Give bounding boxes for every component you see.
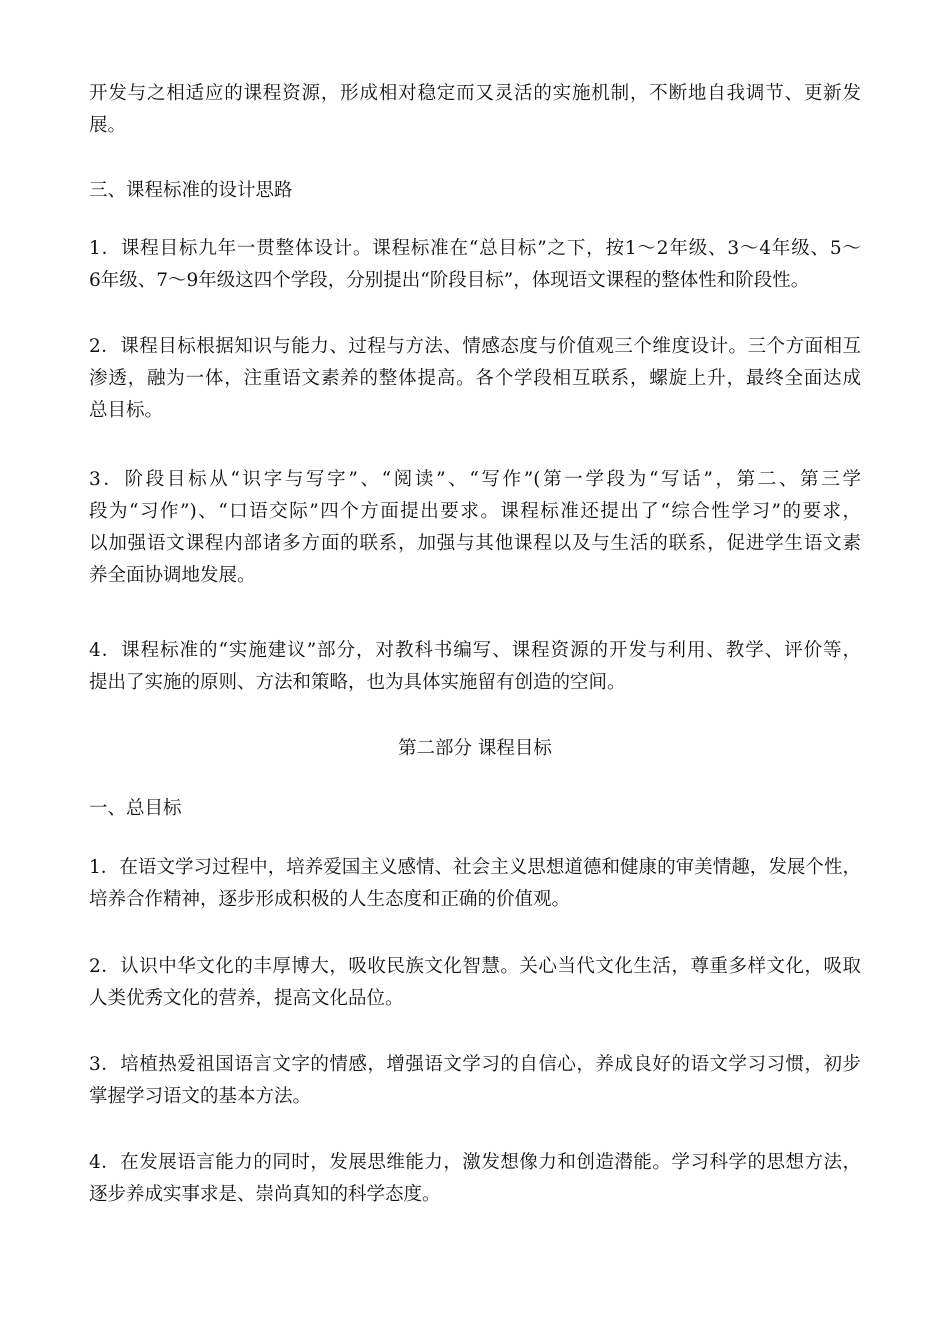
text-line: 以加强语文课程内部诸多方面的联系，加强与其他课程以及与生活的联系，促进学生语文素: [89, 533, 861, 554]
text-line: 3．培植热爱祖国语言文字的情感，增强语文学习的自信心，养成良好的语文学习习惯，初步: [89, 1054, 861, 1075]
goal-point-3: [89, 1049, 861, 1113]
text-line: 段为“习作”)、“口语交际”四个方面提出要求。课程标准还提出了“综合性学习”的要求，: [89, 501, 861, 522]
text-line: 开发与之相适应的课程资源，形成相对稳定而又灵活的实施机制，不断地自我调节、更新发: [89, 83, 861, 104]
text-line: 2．课程目标根据知识与能力、过程与方法、情感态度与价值观三个维度设计。三个方面相互: [89, 336, 861, 357]
text-line: 展。: [89, 115, 127, 136]
part-title: 第二部分 课程目标: [398, 738, 552, 759]
goal-point-1: [89, 852, 861, 916]
text-line: 4．在发展语言能力的同时，发展思维能力，激发想像力和创造潜能。学习科学的思想方法，: [89, 1152, 861, 1173]
paragraph-continuation: [89, 78, 861, 142]
goal-point-2: [89, 951, 861, 1015]
section-heading-design: 三、课程标准的设计思路: [89, 180, 293, 201]
text-line: 渗透，融为一体，注重语文素养的整体提高。各个学段相互联系，螺旋上升，最终全面达成: [89, 368, 861, 389]
text-line: 逐步养成实事求是、崇尚真知的科学态度。: [89, 1184, 441, 1205]
text-line: 养全面协调地发展。: [89, 565, 256, 586]
text-line: 2．认识中华文化的丰厚博大，吸收民族文化智慧。关心当代文化生活，尊重多样文化，吸取: [89, 956, 861, 977]
goal-point-4: [89, 1147, 861, 1211]
text-line: 提出了实施的原则、方法和策略，也为具体实施留有创造的空间。: [89, 672, 626, 693]
section-heading-goal: 一、总目标: [89, 798, 182, 819]
text-line: 总目标。: [89, 400, 164, 421]
design-point-4: [89, 635, 861, 699]
design-point-1: [89, 233, 861, 297]
text-line: 人类优秀文化的营养，提高文化品位。: [89, 988, 404, 1009]
text-line: 1．课程目标九年一贯整体设计。课程标准在“总目标”之下，按1～2年级、3～4年级、5～: [89, 238, 861, 259]
text-line: 掌握学习语文的基本方法。: [89, 1086, 312, 1107]
text-line: 培养合作精神，逐步形成积极的人生态度和正确的价值观。: [89, 889, 571, 910]
text-line: 3．阶段目标从“识字与写字”、“阅读”、“写作”(第一学段为“写话”，第二、第三学: [89, 469, 861, 490]
text-line: 6年级、7～9年级这四个学段，分别提出“阶段目标”，体现语文课程的整体性和阶段性。: [89, 270, 810, 291]
design-point-2: [89, 331, 861, 427]
design-point-3: [89, 464, 861, 592]
text-line: 1．在语文学习过程中，培养爱国主义感情、社会主义思想道德和健康的审美情趣，发展个性，: [89, 857, 861, 878]
text-line: 4．课程标准的“实施建议”部分，对教科书编写、课程资源的开发与利用、教学、评价等，: [89, 640, 861, 661]
